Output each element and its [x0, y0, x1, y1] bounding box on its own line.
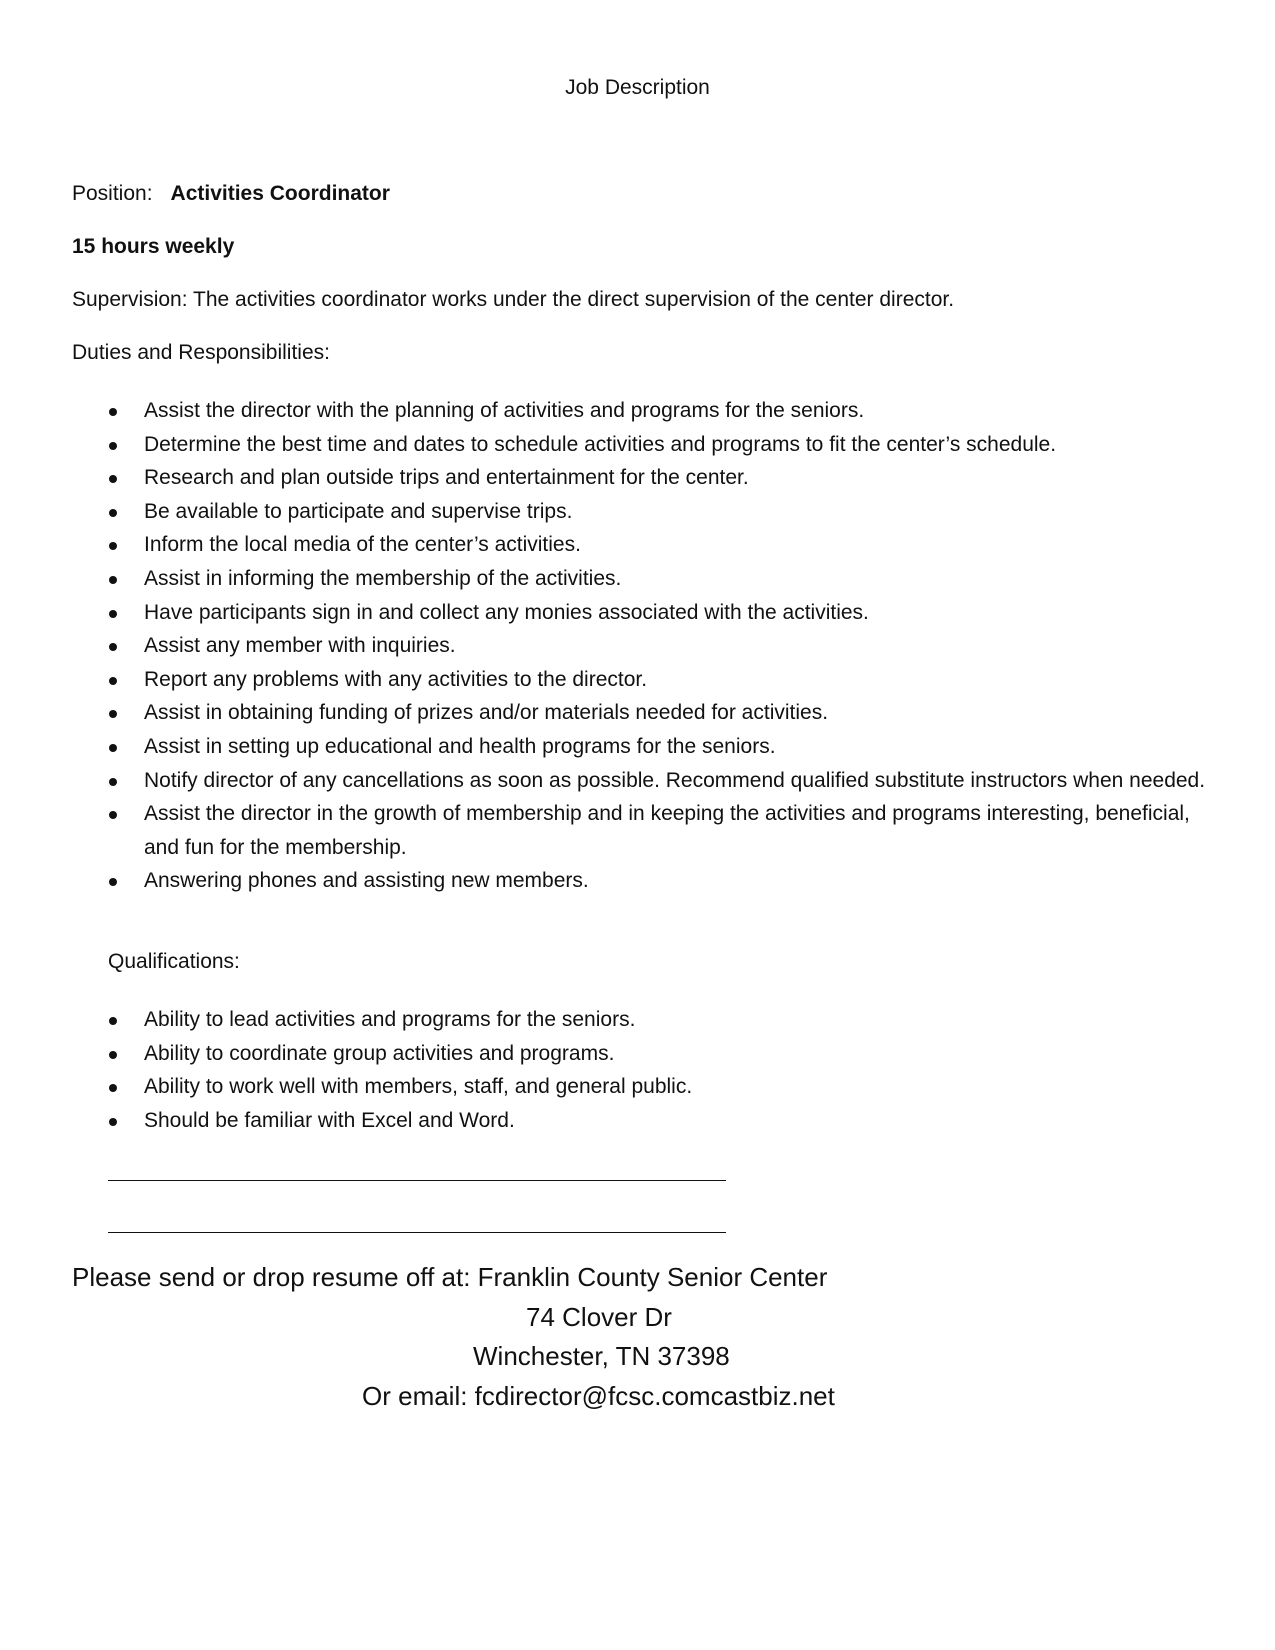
duty-item [108, 495, 1208, 529]
duty-text: Research and plan outside trips and entertainment for the center. [144, 466, 749, 490]
duty-text: Inform the local media of the center’s activities. [144, 533, 581, 557]
qualification-item [108, 1104, 1208, 1138]
duty-item [108, 394, 1208, 428]
duty-item [108, 428, 1208, 462]
bullet-icon [109, 475, 117, 483]
duty-item [108, 629, 1208, 663]
bullet-icon [109, 1084, 117, 1092]
bullet-icon [109, 542, 117, 550]
bullet-icon [109, 1118, 117, 1126]
hours-weekly: 15 hours weekly [72, 235, 235, 258]
bullet-icon [109, 710, 117, 718]
bullet-icon [109, 643, 117, 651]
duty-item [108, 461, 1208, 495]
duty-text: Answering phones and assisting new members. [144, 869, 589, 893]
duty-item [108, 797, 1208, 864]
bullet-icon [109, 576, 117, 584]
duty-text: Assist the director with the planning of activities and programs for the seniors. [144, 399, 865, 422]
bullet-icon [109, 1051, 117, 1059]
bullet-icon [109, 610, 117, 618]
qualification-text: Ability to work well with members, staff, and general public. [144, 1075, 693, 1099]
duty-text: Assist any member with inquiries. [144, 634, 456, 658]
duty-text: Have participants sign in and collect any monies associated with the activities. [144, 600, 869, 624]
signature-line [108, 1232, 726, 1233]
position-label: Position: [72, 182, 153, 205]
bullet-icon [109, 442, 117, 450]
duty-item [108, 596, 1208, 630]
bullet-icon [109, 408, 117, 416]
document-title: Job Description [565, 76, 710, 99]
duty-item [108, 864, 1208, 898]
bullet-icon [109, 1017, 117, 1025]
qualification-text: Ability to coordinate group activities and programs. [144, 1041, 615, 1065]
duty-item [108, 528, 1208, 562]
duty-text: Assist in setting up educational and health programs for the seniors. [144, 734, 776, 758]
bullet-icon [109, 509, 117, 517]
supervision-text: Supervision: The activities coordinator works under the direct supervision of the center director. [72, 288, 955, 311]
qualification-item [108, 1003, 1208, 1037]
duty-text: Determine the best time and dates to schedule activities and programs to fit the center’s schedule. [144, 432, 1057, 456]
position-row [72, 182, 390, 206]
duty-text: Report any problems with any activities to the director. [144, 667, 648, 691]
bullet-icon [109, 878, 117, 886]
duties-list [108, 394, 1208, 898]
duties-heading: Duties and Responsibilities: [72, 341, 330, 364]
duty-item [108, 730, 1208, 764]
bullet-icon [109, 744, 117, 752]
duty-item [108, 696, 1208, 730]
qualification-item [108, 1070, 1208, 1104]
qualification-item [108, 1037, 1208, 1071]
contact-instructions: Please send or drop resume off at: Franklin County Senior Center [72, 1262, 828, 1292]
duty-item [108, 562, 1208, 596]
duty-text: Assist the director in the growth of membership and in keeping the activities and programs interesting, beneficial, and fun for the membership. [144, 802, 1190, 859]
bullet-icon [109, 778, 117, 786]
bullet-icon [109, 677, 117, 685]
duty-text: Assist in obtaining funding of prizes and/or materials needed for activities. [144, 701, 829, 725]
contact-email: Or email: fcdirector@fcsc.comcastbiz.net [362, 1381, 835, 1411]
qualification-text: Ability to lead activities and programs for the seniors. [144, 1008, 636, 1031]
address-city-state-zip: Winchester, TN 37398 [473, 1341, 730, 1371]
qualifications-heading: Qualifications: [108, 950, 240, 973]
bullet-icon [109, 811, 117, 819]
duty-text: Assist in informing the membership of the activities. [144, 566, 622, 590]
address-street: 74 Clover Dr [526, 1302, 672, 1332]
duty-item [108, 663, 1208, 697]
signature-line [108, 1180, 726, 1181]
duty-item [108, 764, 1208, 798]
position-value: Activities Coordinator [170, 182, 390, 205]
duty-text: Be available to participate and supervise trips. [144, 499, 573, 523]
qualification-text: Should be familiar with Excel and Word. [144, 1108, 515, 1132]
duty-text: Notify director of any cancellations as soon as possible. Recommend qualified substitute instructors when needed. [144, 768, 1206, 792]
qualifications-list [108, 1003, 1208, 1137]
